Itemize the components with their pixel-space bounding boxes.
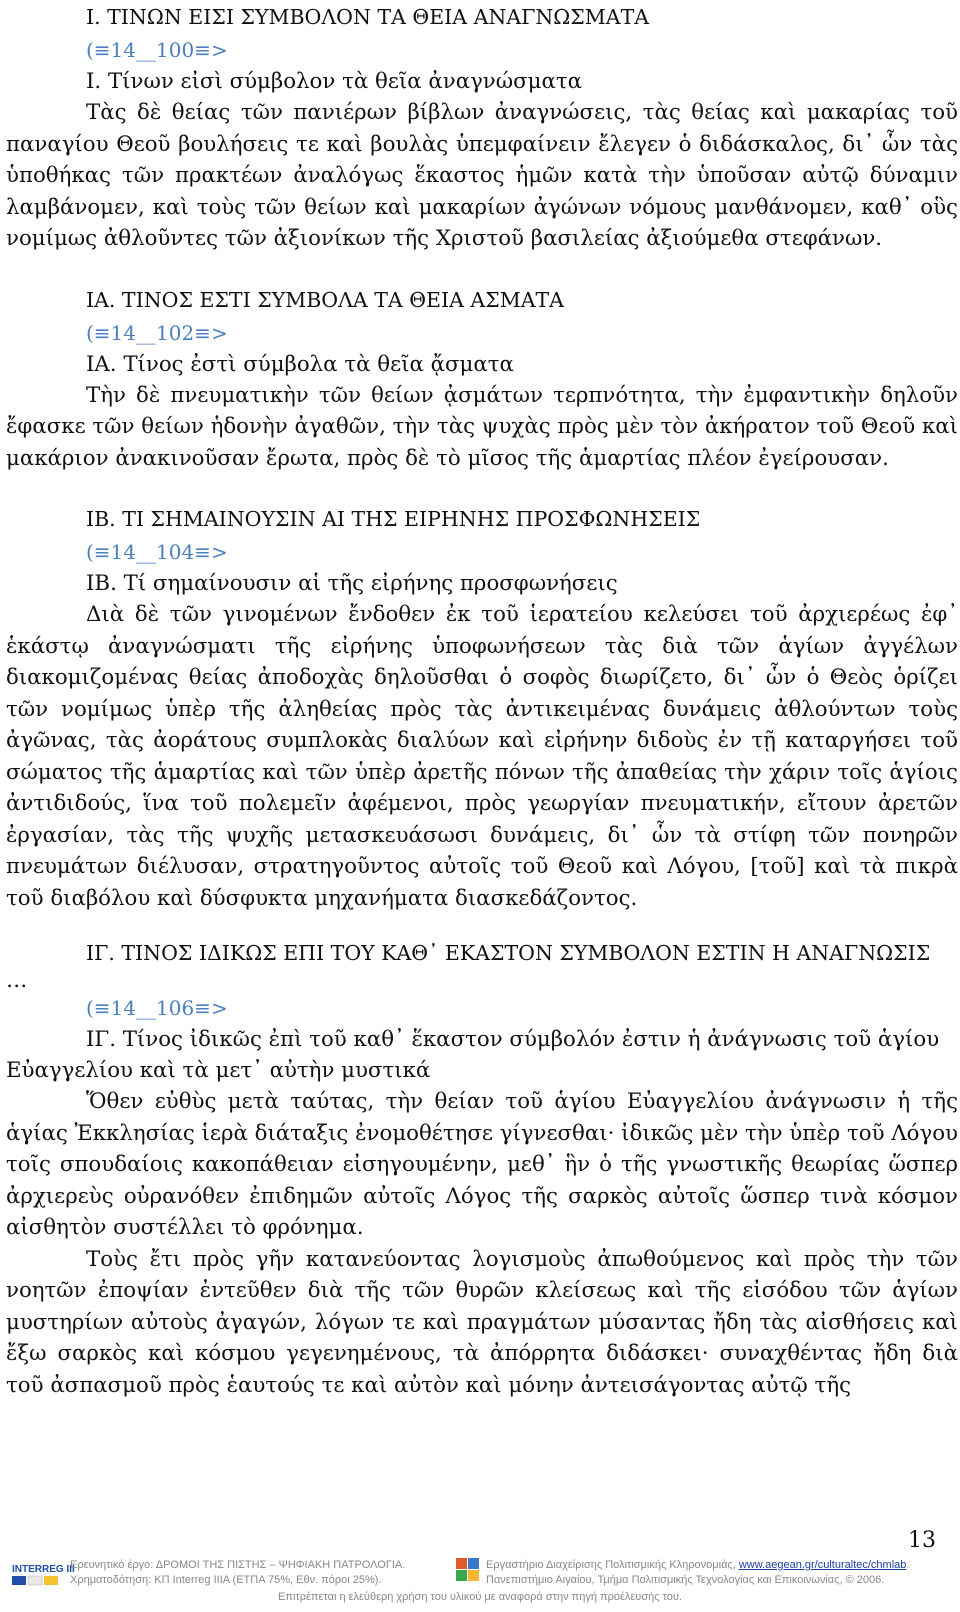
paragraph: Τὴν δὲ πνευματικὴν τῶν θείων ᾀσμάτων τερπνότητα, τὴν ἐμφαντικὴν δηλοῦν ἔφασκε τῶν θείων ἡδονὴν ἀγαθῶν, τὴν τὰς ψυχὰς πρὸς μὲν τὸν ἀκήρατον τοῦ Θεοῦ καὶ μακάριον ἀνακινοῦσαν ἔρωτα, πρὸς δὲ τὸ μῖσος τῆς ἁμαρτίας πλέον ἐγείρουσαν. [6,382,958,471]
lab-logo [456,1556,480,1586]
page-number: 13 [908,1528,936,1553]
footer-license: Επιτρέπεται η ελεύθερη χρήση του υλικού με αναφορά στην πηγή προέλευσής του. [278,1591,682,1603]
section-11 [6,283,958,475]
section-subheading: ΙΑ. Τίνος ἐστὶ σύμβολα τὰ θεῖα ᾄσματα [86,351,514,377]
footer-lab-period: . [906,1559,910,1571]
spacer [6,914,958,936]
section-heading: Ι. ΤΙΝΩΝ ΕΙΣΙ ΣΥΜΒΟΛΟΝ ΤΑ ΘΕΙΑ ΑΝΑΓΝΩΣΜΑΤΑ [86,5,650,29]
paragraph: Διὰ δὲ τῶν γινομένων ἔνδοθεν ἐκ τοῦ ἱερατείου κελεύσει τοῦ ἀρχιερέως ἐφ᾽ ἑκάστῳ ἀναγνώσματι τῆς εἰρήνης ὑποφωνήσεων τὰς διὰ τῶν ἁγίων ἀγγέλων διακομιζομένας θείας ἀποδοχὰς δηλοῦσθαι ὁ σοφὸς διωρίζετο, δι᾽ ὧν ὁ Θεὸς ὁρίζει τῶν νομίμως ὑπὲρ τῆς ἀληθείας πρὸς τὰς ἀντικειμένας δυνάμεις ἀθλούντων τοὺς ἀγῶνας, τὰς ἀοράτους συμπλοκὰς διαλύων καὶ εἰρήνην διδοὺς ἐν τῇ καταργήσει τοῦ σώματος τῆς ἁμαρτίας καὶ τῶν ὑπὲρ ἀρετῆς πόνων τῆς ἀπαθείας τὴν χάριν τοῖς ἁγίοις ἀντιδιδούς, ἵνα τοῦ πολεμεῖν ἀφέμενοι, πρὸς γεωργίαν πνευματικήν, εἴτουν ἀρετῶν ἐργασίαν, τὰς τῆς ψυχῆς μετασκευάσωσι δυνάμεις, δι᾽ ὧν τὰ στίφη τῶν πονηρῶν πνευμάτων διέλυσαν, στρατηγοῦντος αὐτοῖς τοῦ Θεοῦ καὶ Λόγου, [τοῦ] καὶ τὰ πικρὰ τοῦ διαβόλου καὶ δύσφυκτα μηχανήματα διασκεδάζοντος. [6,602,958,911]
spacer [6,255,958,283]
page-footer [0,1552,960,1612]
spacer [6,474,958,502]
footer-university: Πανεπιστήμιο Αιγαίου, Τμήμα Πολιτισμικής Τεχνολογίας και Επικοινωνίας, © 2006. [486,1574,885,1586]
reference-marker: (≡14__102≡> [86,320,228,345]
section-heading: ΙΒ. ΤΙ ΣΗΜΑΙΝΟΥΣΙΝ ΑΙ ΤΗΣ ΕΙΡΗΝΗΣ ΠΡΟΣΦΩΝΗΣΕΙΣ [86,507,701,531]
reference-marker: (≡14__104≡> [86,540,228,564]
interreg-logo-icon [10,1558,75,1588]
section-subheading: ΙΓ. Τίνος ἰδικῶς ἐπὶ τοῦ καθ᾽ ἕκαστον σύμβολόν ἐστιν ἡ ἀνάγνωσις τοῦ ἁγίου Εὐαγγελίου καὶ τὰ μετ᾽ αὐτὴν μυστικά [6,1027,940,1083]
section-subheading: ΙΒ. Τί σημαίνουσιν αἱ τῆς εἰρήνης προσφωνήσεις [86,571,618,596]
section-10 [6,0,958,255]
lab-website-link[interactable]: www.aegean.gr/culturaltec/chmlab [738,1559,907,1571]
lab-logo-icon [456,1556,480,1586]
reference-marker: (≡14__106≡> [86,996,228,1020]
footer-funding [70,1558,405,1588]
section-subheading: Ι. Τίνων εἰσὶ σύμβολον τὰ θεῖα ἀναγνώσματα [86,69,583,94]
section-12 [6,502,958,914]
footer-funding-line: Χρηματοδότηση: ΚΠ Interreg IIIA (ΕΤΠΑ 75%, Εθν. πόροι 25%). [70,1574,382,1586]
section-heading: ΙΓ. ΤΙΝΟΣ ΙΔΙΚΩΣ ΕΠΙ ΤΟΥ ΚΑΘ᾽ ΕΚΑΣΤΟΝ ΣΥΜΒΟΛΟΝ ΕΣΤΙΝ Η ΑΝΑΓΝΩΣΙΣ [86,941,931,965]
paragraph: Ὅθεν εὐθὺς μετὰ ταύτας, τὴν θείαν τοῦ ἁγίου Εὐαγγελίου ἀνάγνωσιν ἡ τῆς ἁγίας Ἐκκλησίας ἱερὰ διάταξις ἐνομοθέτησε γίγνεσθαι· ἰδικῶς μὲν τὴν ὑπὲρ τοῦ Λόγου τοῖς σπουδαίοις κακοπάθειαν εἰσηγουμένην, μεθ᾽ ἣν ὁ τῆς γνωστικῆς θεωρίας ὥσπερ ἀρχιερεὺς οὐρανόθεν ἐπιδημῶν αὐτοῖς Λόγος τῆς σαρκὸς αὐτοῖς ὥσπερ τινὰ κόσμον αἰσθητὸν συστέλλει τὸ φρόνημα. [6,1089,958,1240]
text-column [6,0,958,1401]
interreg-logo-text: INTERREG III [12,1564,75,1575]
footer-project: Ερευνητικό έργο: ΔΡΟΜΟΙ ΤΗΣ ΠΙΣΤΗΣ – ΨΗΦΙΑΚΗ ΠΑΤΡΟΛΟΓΙΑ. [70,1559,406,1571]
reference-marker: (≡14__100≡> [86,38,228,62]
section-13 [6,936,958,1401]
interreg-logo [10,1558,75,1588]
paragraph: Τοὺς ἔτι πρὸς γῆν κατανεύοντας λογισμοὺς ἀπωθούμενος καὶ πρὸς τὴν τῶν νοητῶν ἐποψίαν ἐντεῦθεν διὰ τῆς τῶν θυρῶν κλείσεως καὶ τῆς εἰσόδου τῶν ἁγίων μυστηρίων αὐτοὺς ἀγαγών, λόγων τε καὶ πραγμάτων μύσαντας ἤδη τὰς αἰσθήσεις καὶ ἔξω σαρκὸς καὶ κόσμου γεγενημένους, τὰ ἀπόρρητα διδάσκει· συναχθέντας ἤδη διὰ τοῦ ἀσπασμοῦ πρὸς ἑαυτούς τε καὶ αὐτὸν καὶ μόνην ἀντεισάγοντας αὐτῷ τῆς [6,1246,958,1398]
footer-lab [486,1558,909,1588]
paragraph: Τὰς δὲ θείας τῶν πανιέρων βίβλων ἀναγνώσεις, τὰς θείας καὶ μακαρίας τοῦ παναγίου Θεοῦ βουλήσεις τε καὶ βουλὰς ὑπεμφαίνειν ἔλεγεν ὁ διδάσκαλος, δι᾽ ὧν τὰς ὑποθήκας τῶν πρακτέων ἀναλόγως ἕκαστος ἡμῶν κατὰ τὴν ὑποῦσαν αὐτῷ δύναμιν λαμβάνομεν, καὶ τοὺς τῶν θείων καὶ μακαρίων ἀγώνων νόμους μανθάνομεν, καθ᾽ οὓς νομίμως ἀθλοῦντες τῶν ἀξιονίκων τῆς Χριστοῦ βασιλείας ἀξιούμεθα στεφάνων. [6,100,958,251]
section-heading: ΙΑ. ΤΙΝΟΣ ΕΣΤΙ ΣΥΜΒΟΛΑ ΤΑ ΘΕΙΑ ΑΣΜΑΤΑ [86,287,564,312]
footer-lab-name: Εργαστήριο Διαχείρισης Πολιτισμικής Κληρονομιάς, [486,1559,739,1571]
ellipsis-marker: … [6,968,28,993]
